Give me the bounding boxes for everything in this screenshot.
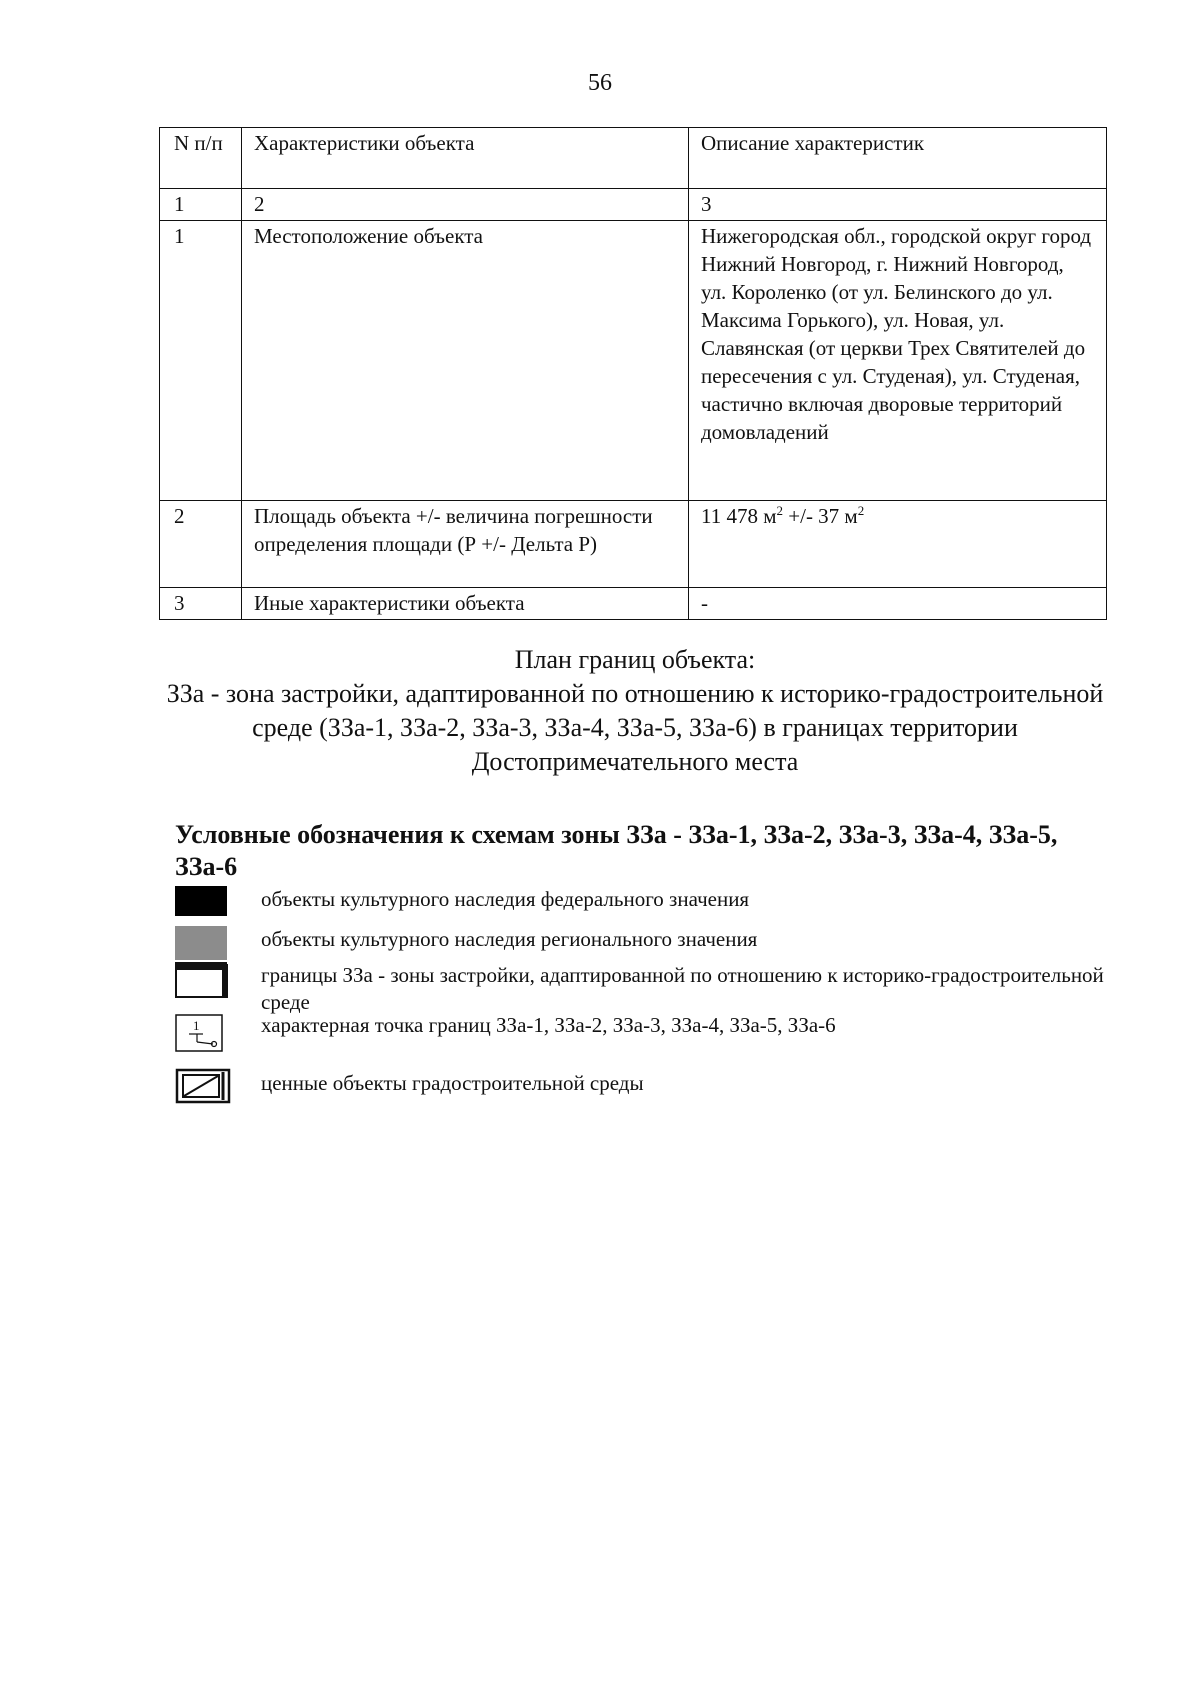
area-unit-exponent: 2: [776, 503, 784, 518]
gray-filled-square-icon: [175, 926, 227, 960]
row-description: [689, 501, 1107, 588]
table-index-row: [160, 189, 1107, 221]
page-number: 56: [588, 70, 612, 96]
black-filled-square-icon: [175, 886, 227, 916]
row-number: 1: [160, 221, 242, 501]
object-characteristics-table: [159, 127, 1107, 620]
row-number: 3: [160, 588, 242, 620]
zone-border-icon: [175, 962, 231, 1000]
table-row: [160, 221, 1107, 501]
legend-item-valuable-objects: [175, 1068, 1075, 1108]
legend-item-label: ценные объекты градостроительной среды: [261, 1071, 644, 1095]
index-cell: 2: [242, 189, 689, 221]
row-characteristic: Местоположение объекта: [242, 221, 689, 501]
area-tolerance: +/- 37 м: [783, 504, 858, 528]
plan-subtitle: ЗЗа - зона застройки, адаптированной по отношению к историко-градостроительной среде (ЗЗа-1, ЗЗа-2, ЗЗа-3, ЗЗа-4, ЗЗа-5, ЗЗа-6) в границах территории Достопримечательного места: [166, 679, 1104, 776]
plan-title-line: План границ объекта:: [514, 645, 756, 674]
legend-item-label: границы ЗЗа - зоны застройки, адаптированной по отношению к историко-градостроительной среде: [261, 963, 1104, 1014]
row-characteristic: Иные характеристики объекта: [242, 588, 689, 620]
header-number: N п/п: [160, 128, 242, 189]
index-cell: 1: [160, 189, 242, 221]
legend-item-boundary-point: [175, 1014, 1075, 1054]
legend-item-label: объекты культурного наследия федерального значения: [261, 887, 750, 911]
table-header-row: [160, 128, 1107, 189]
legend-item-federal-heritage: [175, 886, 1075, 926]
table-row: [160, 501, 1107, 588]
row-characteristic: Площадь объекта +/- величина погрешности определения площади (Р +/- Дельта Р): [242, 501, 689, 588]
row-number: 2: [160, 501, 242, 588]
legend-item-label: характерная точка границ ЗЗа-1, ЗЗа-2, ЗЗа-3, ЗЗа-4, ЗЗа-5, ЗЗа-6: [261, 1013, 836, 1037]
legend-item-label: объекты культурного наследия регионального значения: [261, 927, 758, 951]
header-description: Описание характеристик: [689, 128, 1107, 189]
legend-title: Условные обозначения к схемам зоны ЗЗа - ЗЗа-1, ЗЗа-2, ЗЗа-3, ЗЗа-4, ЗЗа-5, ЗЗа-6: [175, 820, 1058, 881]
tolerance-unit-exponent: 2: [857, 503, 865, 518]
table-row: [160, 588, 1107, 620]
header-characteristics: Характеристики объекта: [242, 128, 689, 189]
plan-title: [150, 643, 1120, 779]
valuable-object-icon: [175, 1068, 231, 1104]
boundary-point-icon: [175, 1014, 223, 1052]
legend-item-zone-border: [175, 962, 1104, 1018]
point-number-label: 1: [193, 1018, 200, 1033]
row-description: -: [689, 588, 1107, 620]
row-description: Нижегородская обл., городской округ город Нижний Новгород, г. Нижний Новгород, ул. Короленко (от ул. Белинского до ул. Максима Горького), ул. Новая, ул. Славянская (от церкви Трех Святителей до пересечения с ул. Студеная), ул. Студеная, частично включая дворовые территорий домовладений: [689, 221, 1107, 501]
index-cell: 3: [689, 189, 1107, 221]
legend-item-regional-heritage: [175, 926, 1075, 966]
area-value: 11 478 м: [701, 504, 777, 528]
